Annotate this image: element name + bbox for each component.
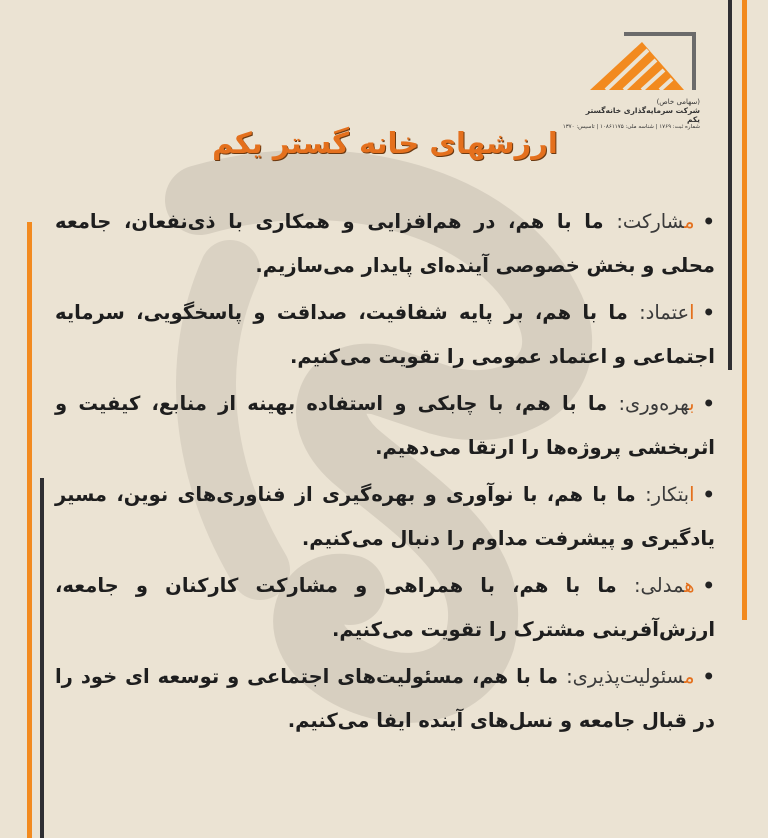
value-item-productivity [55, 382, 715, 470]
bullet-icon: • [702, 301, 715, 324]
value-term-initial: ا [689, 483, 695, 506]
value-text: ما با هم، بر پایه شفافیت، صداقت و پاسخگویی، سرمایه اجتماعی و اعتماد عمومی را تقویت می‌کنیم. [55, 301, 715, 368]
value-item-responsibility [55, 655, 715, 743]
logo-tagline: (سهامی خاص) [656, 98, 700, 106]
bullet-icon: • [702, 392, 715, 415]
value-item-participation [55, 200, 715, 288]
bullet-icon: • [702, 210, 715, 233]
value-text: ما با هم، با چابکی و استفاده بهینه از منابع، کیفیت و اثربخشی پروژه‌ها را ارتقا می‌دهیم. [55, 392, 715, 459]
right-orange-rail [742, 0, 747, 620]
value-term: هره‌وری: [618, 392, 690, 415]
left-dark-rail [40, 478, 44, 838]
value-term: شارکت: [616, 210, 685, 233]
bullet-icon: • [702, 665, 715, 688]
company-logo [562, 30, 714, 140]
right-dark-rail [728, 0, 732, 370]
value-item-innovation [55, 473, 715, 561]
value-text: ما با هم، با همراهی و مشارکت کارکنان و جامعه، ارزش‌آفرینی مشترک را تقویت می‌کنیم. [55, 574, 715, 641]
value-term: مدلی: [633, 574, 685, 597]
value-term: بتکار: [645, 483, 690, 506]
value-term-initial: م [684, 210, 695, 233]
value-term-initial: م [684, 665, 695, 688]
value-text: ما با هم، با نوآوری و بهره‌گیری از فناوری‌های نوین، مسیر یادگیری و پیشرفت مداوم را دنبال می‌کنیم. [55, 483, 715, 550]
page-title: ارزشهای خانه گستر یکم [212, 126, 558, 160]
value-term-initial: ه [684, 574, 695, 597]
logo-registration: شماره ثبت: ۱۷۶۹ | شناسه ملی: ۱۰۸۶۱۱۷۵ | تاسیس: ۱۳۷۰ [562, 124, 700, 131]
bullet-icon: • [702, 483, 715, 506]
value-term: عتماد: [639, 301, 690, 324]
bullet-icon: • [702, 574, 715, 597]
value-term: سئولیت‌پذیری: [566, 665, 685, 688]
value-item-empathy [55, 564, 715, 652]
value-item-trust [55, 291, 715, 379]
value-text: ما با هم، در هم‌افزایی و همکاری با ذی‌نفعان، جامعه محلی و بخش خصوصی آینده‌ای پایدار می‌سازیم. [55, 210, 715, 277]
value-term-initial: ا [689, 301, 695, 324]
logo-company-name: شرکت سرمایه‌گذاری خانه‌گستر یکم [585, 106, 700, 125]
values-list [55, 200, 715, 746]
logo-house-icon [584, 30, 702, 96]
value-term-initial: ب [689, 392, 695, 415]
value-text: ما با هم، مسئولیت‌های اجتماعی و توسعه ای خود را در قبال جامعه و نسل‌های آینده ایفا می‌کنیم. [55, 665, 715, 732]
left-orange-rail [27, 222, 32, 838]
